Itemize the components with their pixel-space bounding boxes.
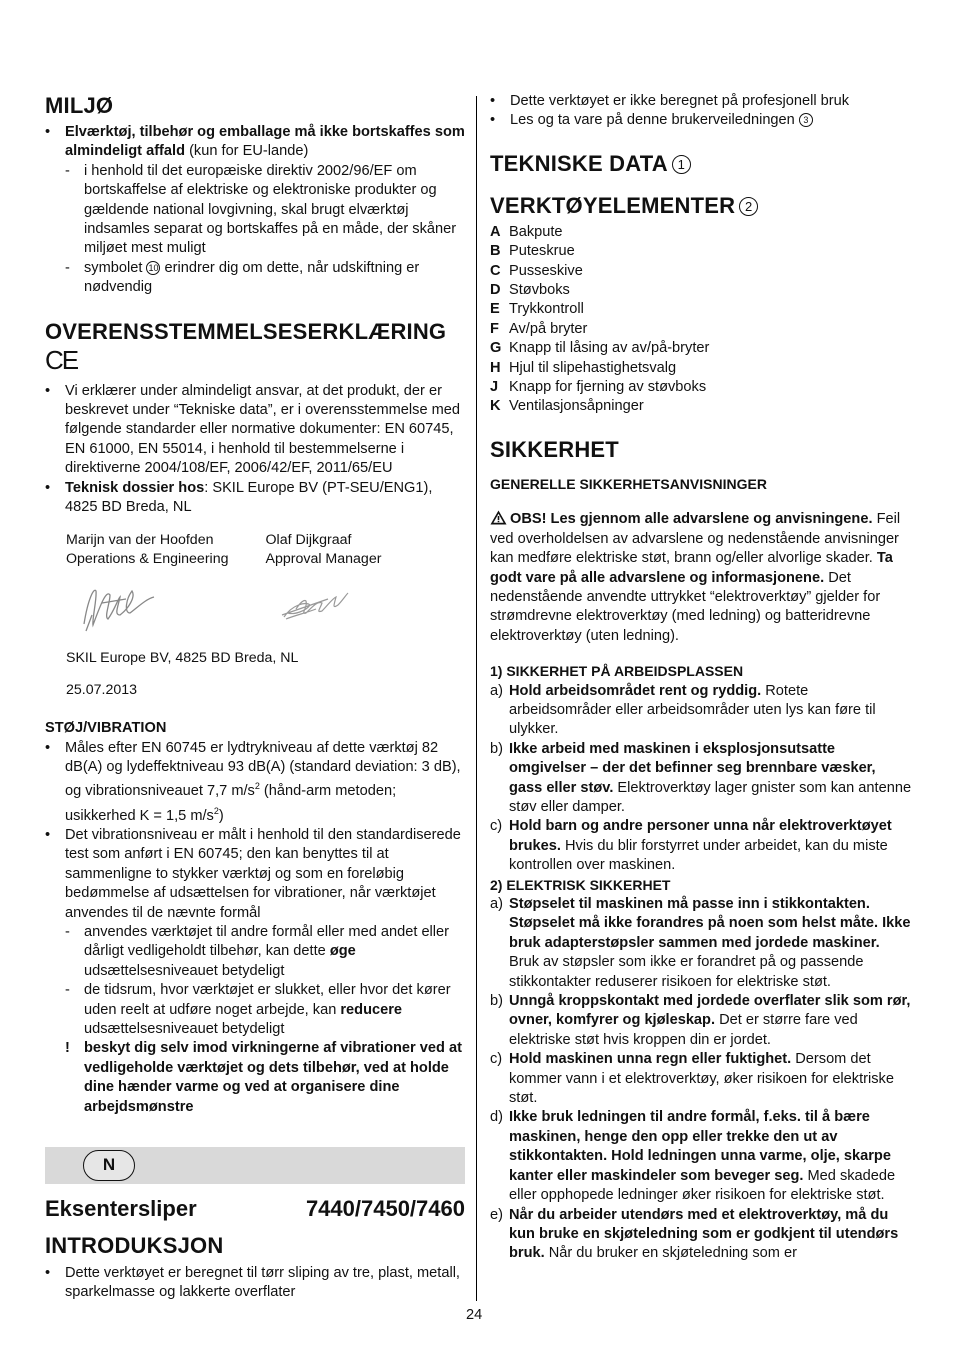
section-1-list <box>490 682 912 876</box>
heading-sikkerhet: SIKKERHET <box>490 436 619 462</box>
stoj-warning: ! beskyt dig selv imod virkningerne af vibrationer ved at vedligeholde værktøjet og dets tilbehør, ved at holde dine hænder varme og ved at organisere dine arbejdsmønstre <box>45 1039 465 1117</box>
stoj-dash-1: - anvendes værktøjet til andre formål eller med andet eller dårligt vedligeholdt tilbehør, kan dette øge udsættelsesniveauet betydeligt <box>45 923 465 981</box>
elements-list <box>490 223 912 417</box>
obs-paragraph: OBS! Les gjennom alle advarslene og anvisningene. Feil ved overholdelsen av advarslene og nedenstående anvisninger kan medføre elektriske støt, brann og/eller alvorlige skader. Ta godt vare på alle advarslene og informasjonene. Det nedenstående anvendte uttrykket “elektroverktøy” gjelder for strømdrevne elektroverktøy (med ledning) og batteridrevne elektroverktøy (uten ledning). <box>490 511 901 644</box>
page-number: 24 <box>466 1307 483 1323</box>
heading-overensstemmelse: OVERENSSTEMMELSESERKLÆRING <box>45 318 447 344</box>
stoj-dash-2: - de tidsrum, hvor værktøjet er slukket, eller hvor det kører uden reelt at udføre noget arbejde, kan reducere udsættelsesniveauet betydeligt <box>45 981 465 1039</box>
intro-bullet-3: • Les og ta vare på denne brukerveiledningen 3 <box>490 111 912 130</box>
intro-bullet-2: • Dette verktøyet er ikke beregnet på profesjonell bruk <box>490 92 912 111</box>
miljo-dash-1: - i henhold til det europæiske direktiv 2002/96/EF om bortskaffelse af elektriske og elektroniske produkter og gældende national lovgivning, skal brugt elværktøj indsamles separat og bortskaffes på en måde, der skåner miljøet mest muligt <box>45 162 465 259</box>
left-column <box>45 92 465 1303</box>
signature-1-icon <box>66 569 266 649</box>
ref-number-3: 3 <box>799 113 813 127</box>
language-bar <box>45 1147 465 1184</box>
safety-item: b) Ikke arbeid med maskinen i eksplosjonsutsatte omgivelser – der det befinner seg brennbare væsker, gass eller støv. Elektroverktøy lager gnister som kan antenne støv eller damper. <box>490 740 912 815</box>
overens-bullet-2: • Teknisk dossier hos: SKIL Europe BV (PT-SEU/ENG1), 4825 BD Breda, NL <box>45 479 465 518</box>
ce-mark-icon: CE <box>45 344 78 375</box>
element-item: D Støvboks <box>490 282 570 299</box>
column-divider <box>476 96 477 1301</box>
heading-stoj-vibration: STØJ/VIBRATION <box>45 720 167 737</box>
element-item: F Av/på bryter <box>490 320 588 337</box>
heading-tekniske-data: TEKNISKE DATA 1 <box>490 150 912 178</box>
right-column <box>490 92 912 1264</box>
heading-elektrisk-sikkerhet: 2) ELEKTRISK SIKKERHET <box>490 876 671 893</box>
ref-number-2: 2 <box>739 197 758 216</box>
safety-item: e) Når du arbeider utendørs med et elektroverktøy, må du kun bruke en skjøteledning som er godkjent til utendørs bruk. Når du bruker en skjøteledning som er <box>490 1206 899 1262</box>
language-badge: N <box>83 1150 135 1181</box>
miljo-dash-2: - symbolet 10 erindrer dig om dette, når udskiftning er nødvendig <box>45 259 465 298</box>
heading-introduksjon: INTRODUKSJON <box>45 1232 224 1258</box>
safety-item: d) Ikke bruk ledningen til andre formål, f.eks. til å bære maskinen, henge den opp eller trekke den ut av stikkontakten. Hold ledningen unna varme, olje, skarpe kanter eller maskindeler som beveger seg. Med skadede eller opphopede ledninger øker risikoen for elektriske støt. <box>490 1109 896 1204</box>
intro-bullet-1: • Dette verktøyet er beregnet til tørr sliping av tre, plast, metall, sparkelmasse og lakkerte overflater <box>45 1264 465 1303</box>
declaration-date: 25.07.2013 <box>66 681 138 698</box>
ref-number-1: 1 <box>672 155 691 174</box>
element-item: C Pusseskive <box>490 262 583 279</box>
safety-item: c) Hold maskinen unna regn eller fuktighet. Dersom det kommer vann i et elektroverktøy, øker risikoen for elektriske støt. <box>490 1051 894 1107</box>
heading-generelle: GENERELLE SIKKERHETSANVISNINGER <box>490 475 767 492</box>
heading-miljo: MILJØ <box>45 93 114 118</box>
product-models: 7440/7450/7460 <box>305 1195 465 1221</box>
safety-item: b) Unngå kroppskontakt med jordede overflater slik som rør, ovner, komfyrer og kjøleskap. Det er større fare ved elektriske støt hvis kroppen din er jordet. <box>490 993 911 1048</box>
stoj-bullet-1: • Måles efter EN 60745 er lydtrykniveau af dette værktøj 82 dB(A) og lydeffektniveau 93 dB(A) (standard deviation: 3 dB), og vibrationsniveauet 7,7 $m/s^2$ (hånd-arm metoden; usikkerhed K = 1,5 $m/s^2$) <box>45 739 465 826</box>
signer-1-name: Marijn van der Hoofden <box>66 531 214 548</box>
miljo-bullet-1: • Elværktøj, tilbehør og emballage må ikke bortskaffes som almindeligt affald (kun for EU-lande) <box>45 123 465 162</box>
element-item: G Knapp til låsing av av/på-bryter <box>490 340 710 357</box>
overens-bullet-1: • Vi erklærer under almindeligt ansvar, at det produkt, der er beskrevet under “Tekniske data”, er i overensstemmelse med følgende standarder eller normative dokumenter: EN 60745, EN 61000, EN 55014, i henhold til bestemmelserne i direktiverne 2004/108/EF, 2006/42/EF, 2011/65/EU <box>45 382 465 479</box>
heading-sikkerhet-arbeidsplassen: 1) SIKKERHET PÅ ARBEIDSPLASSEN <box>490 663 744 680</box>
safety-item: a) Støpselet til maskinen må passe inn i stikkontakten. Støpselet må ikke forandres på noen som helst måte. Ikke bruk adapterstøpsler sammen med jordede maskiner. Bruk av støpsler som ikke er forandret på og passende stikkontakter reduserer risikoen for elektriske støt. <box>490 896 911 990</box>
safety-item: a) Hold arbeidsområdet rent og ryddig. Rotete arbeidsområder eller arbeidsområder uten lys kan føre til ulykker. <box>490 682 876 738</box>
product-title-row <box>45 1195 465 1223</box>
heading-verktoyelementer: VERKTØYELEMENTER 2 <box>490 192 912 220</box>
product-title: Eksentersliper <box>45 1195 197 1221</box>
signer-2-title: Approval Manager <box>265 550 382 567</box>
element-item: H Hjul til slipehastighetsvalg <box>490 359 677 376</box>
element-item: J Knapp for fjerning av støvboks <box>490 379 707 396</box>
section-2-list <box>490 895 912 1264</box>
signer-1-title: Operations & Engineering <box>66 550 229 567</box>
company-address: SKIL Europe BV, 4825 BD Breda, NL <box>66 650 299 667</box>
warning-triangle-icon <box>490 510 507 525</box>
safety-item: c) Hold barn og andre personer unna når elektroverktøyet brukes. Hvis du blir forstyrret under arbeidet, kan du miste kontrollen over maskinen. <box>490 818 892 874</box>
signature-block <box>45 531 465 650</box>
signature-2-icon <box>266 569 466 649</box>
signer-2-name: Olaf Dijkgraaf <box>265 531 352 548</box>
stoj-bullet-2: • Det vibrationsniveau er målt i henhold til den standardiserede test som anført i EN 60745; den kan benyttes til at sammenligne to stykker værktøj og som en foreløbig bedømmelse af udsættelsen for vibrationer, når værktøjet anvendes til de nævnte formål <box>45 826 465 923</box>
element-item: B Puteskrue <box>490 243 575 260</box>
element-item: A Bakpute <box>490 223 563 240</box>
element-item: K Ventilasjonsåpninger <box>490 398 644 415</box>
element-item: E Trykkontroll <box>490 301 584 318</box>
ref-number-10: 10 <box>148 262 159 273</box>
